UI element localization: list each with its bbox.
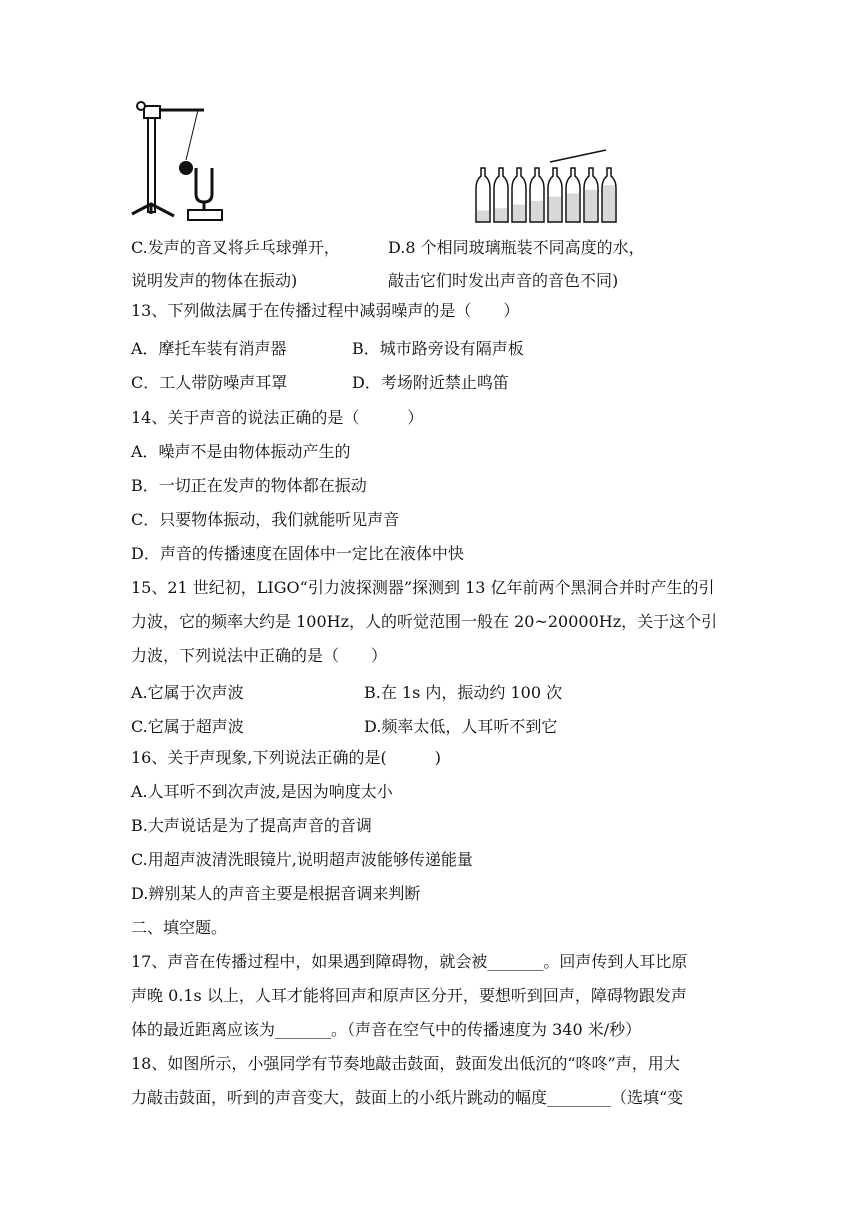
q15-option-d: D.频率太低，人耳听不到它	[364, 717, 558, 736]
q14-stem: 14、关于声音的说法正确的是（ ）	[131, 408, 424, 427]
q13-option-c: C．工人带防噪声耳罩	[131, 373, 288, 392]
q16-option-a: A.人耳听不到次声波,是因为响度太小	[131, 782, 393, 801]
bottle-water	[495, 208, 507, 222]
q16-stem: 16、关于声现象,下列说法正确的是( )	[131, 748, 441, 767]
q14-option-c: C．只要物体振动，我们就能听见声音	[131, 510, 400, 529]
q15-option-a: A.它属于次声波	[131, 683, 244, 702]
bottle-water	[477, 211, 489, 223]
q15-option-b: B.在 1s 内，振动约 100 次	[364, 683, 563, 702]
q15-stem-line1: 15、21 世纪初，LIGO“引力波探测器”探测到 13 亿年前两个黑洞合并时产生的引	[131, 578, 715, 597]
fig-d-caption-1: D.8 个相同玻璃瓶装不同高度的水，	[388, 238, 645, 257]
q17-line3: 体的最近距离应该为_______。（声音在空气中的传播速度为 340 米/秒）	[131, 1020, 642, 1039]
section-heading-fill-in: 二、填空题。	[131, 918, 228, 937]
q16-option-c: C.用超声波清洗眼镜片,说明超声波能够传递能量	[131, 850, 473, 869]
tuning-fork-figure	[126, 98, 230, 226]
bottle-water	[513, 205, 525, 222]
q14-option-b: B．一切正在发声的物体都在振动	[131, 476, 367, 495]
fig-d-caption-2: 敲击它们时发出声音的音色不同)	[388, 271, 619, 290]
bottle-water	[531, 201, 543, 222]
q13-option-a: A．摩托车装有消声器	[131, 339, 287, 358]
bottles-figure	[470, 148, 620, 226]
q16-option-d: D.辨别某人的声音主要是根据音调来判断	[131, 884, 421, 903]
q13-stem: 13、下列做法属于在传播过程中减弱噪声的是（ ）	[131, 301, 520, 320]
q13-option-d: D．考场附近禁止鸣笛	[352, 373, 509, 392]
q14-option-d: D．声音的传播速度在固体中一定比在液体中快	[131, 544, 464, 563]
bottle-water	[603, 185, 615, 222]
fig-c-caption-2: 说明发声的物体在振动)	[131, 271, 298, 290]
q15-stem-line2: 力波，它的频率大约是 100Hz，人的听觉范围一般在 20~20000Hz，关于这个引	[131, 612, 718, 631]
q13-option-b: B．城市路旁设有隔声板	[352, 339, 524, 358]
q17-line1: 17、声音在传播过程中，如果遇到障碍物，就会被_______。回声传到人耳比原	[131, 952, 688, 971]
bottle-water	[567, 193, 579, 222]
q18-line2: 力敲击鼓面，听到的声音变大，鼓面上的小纸片跳动的幅度________（选填“变	[131, 1088, 684, 1107]
q17-line2: 声晚 0.1s 以上，人耳才能将回声和原声区分开，要想听到回声，障碍物跟发声	[131, 986, 687, 1005]
bottle-water	[585, 190, 597, 222]
bottle-water	[549, 197, 561, 222]
q15-stem-line3: 力波，下列说法中正确的是（ ）	[131, 646, 388, 665]
fig-c-caption-1: C.发声的音叉将乒乓球弹开，	[131, 238, 340, 257]
q16-option-b: B.大声说话是为了提高声音的音调	[131, 816, 372, 835]
q18-line1: 18、如图所示，小强同学有节奏地敲击鼓面，鼓面发出低沉的“咚咚”声，用大	[131, 1054, 680, 1073]
q14-option-a: A．噪声不是由物体振动产生的	[131, 442, 351, 461]
q15-option-c: C.它属于超声波	[131, 717, 244, 736]
